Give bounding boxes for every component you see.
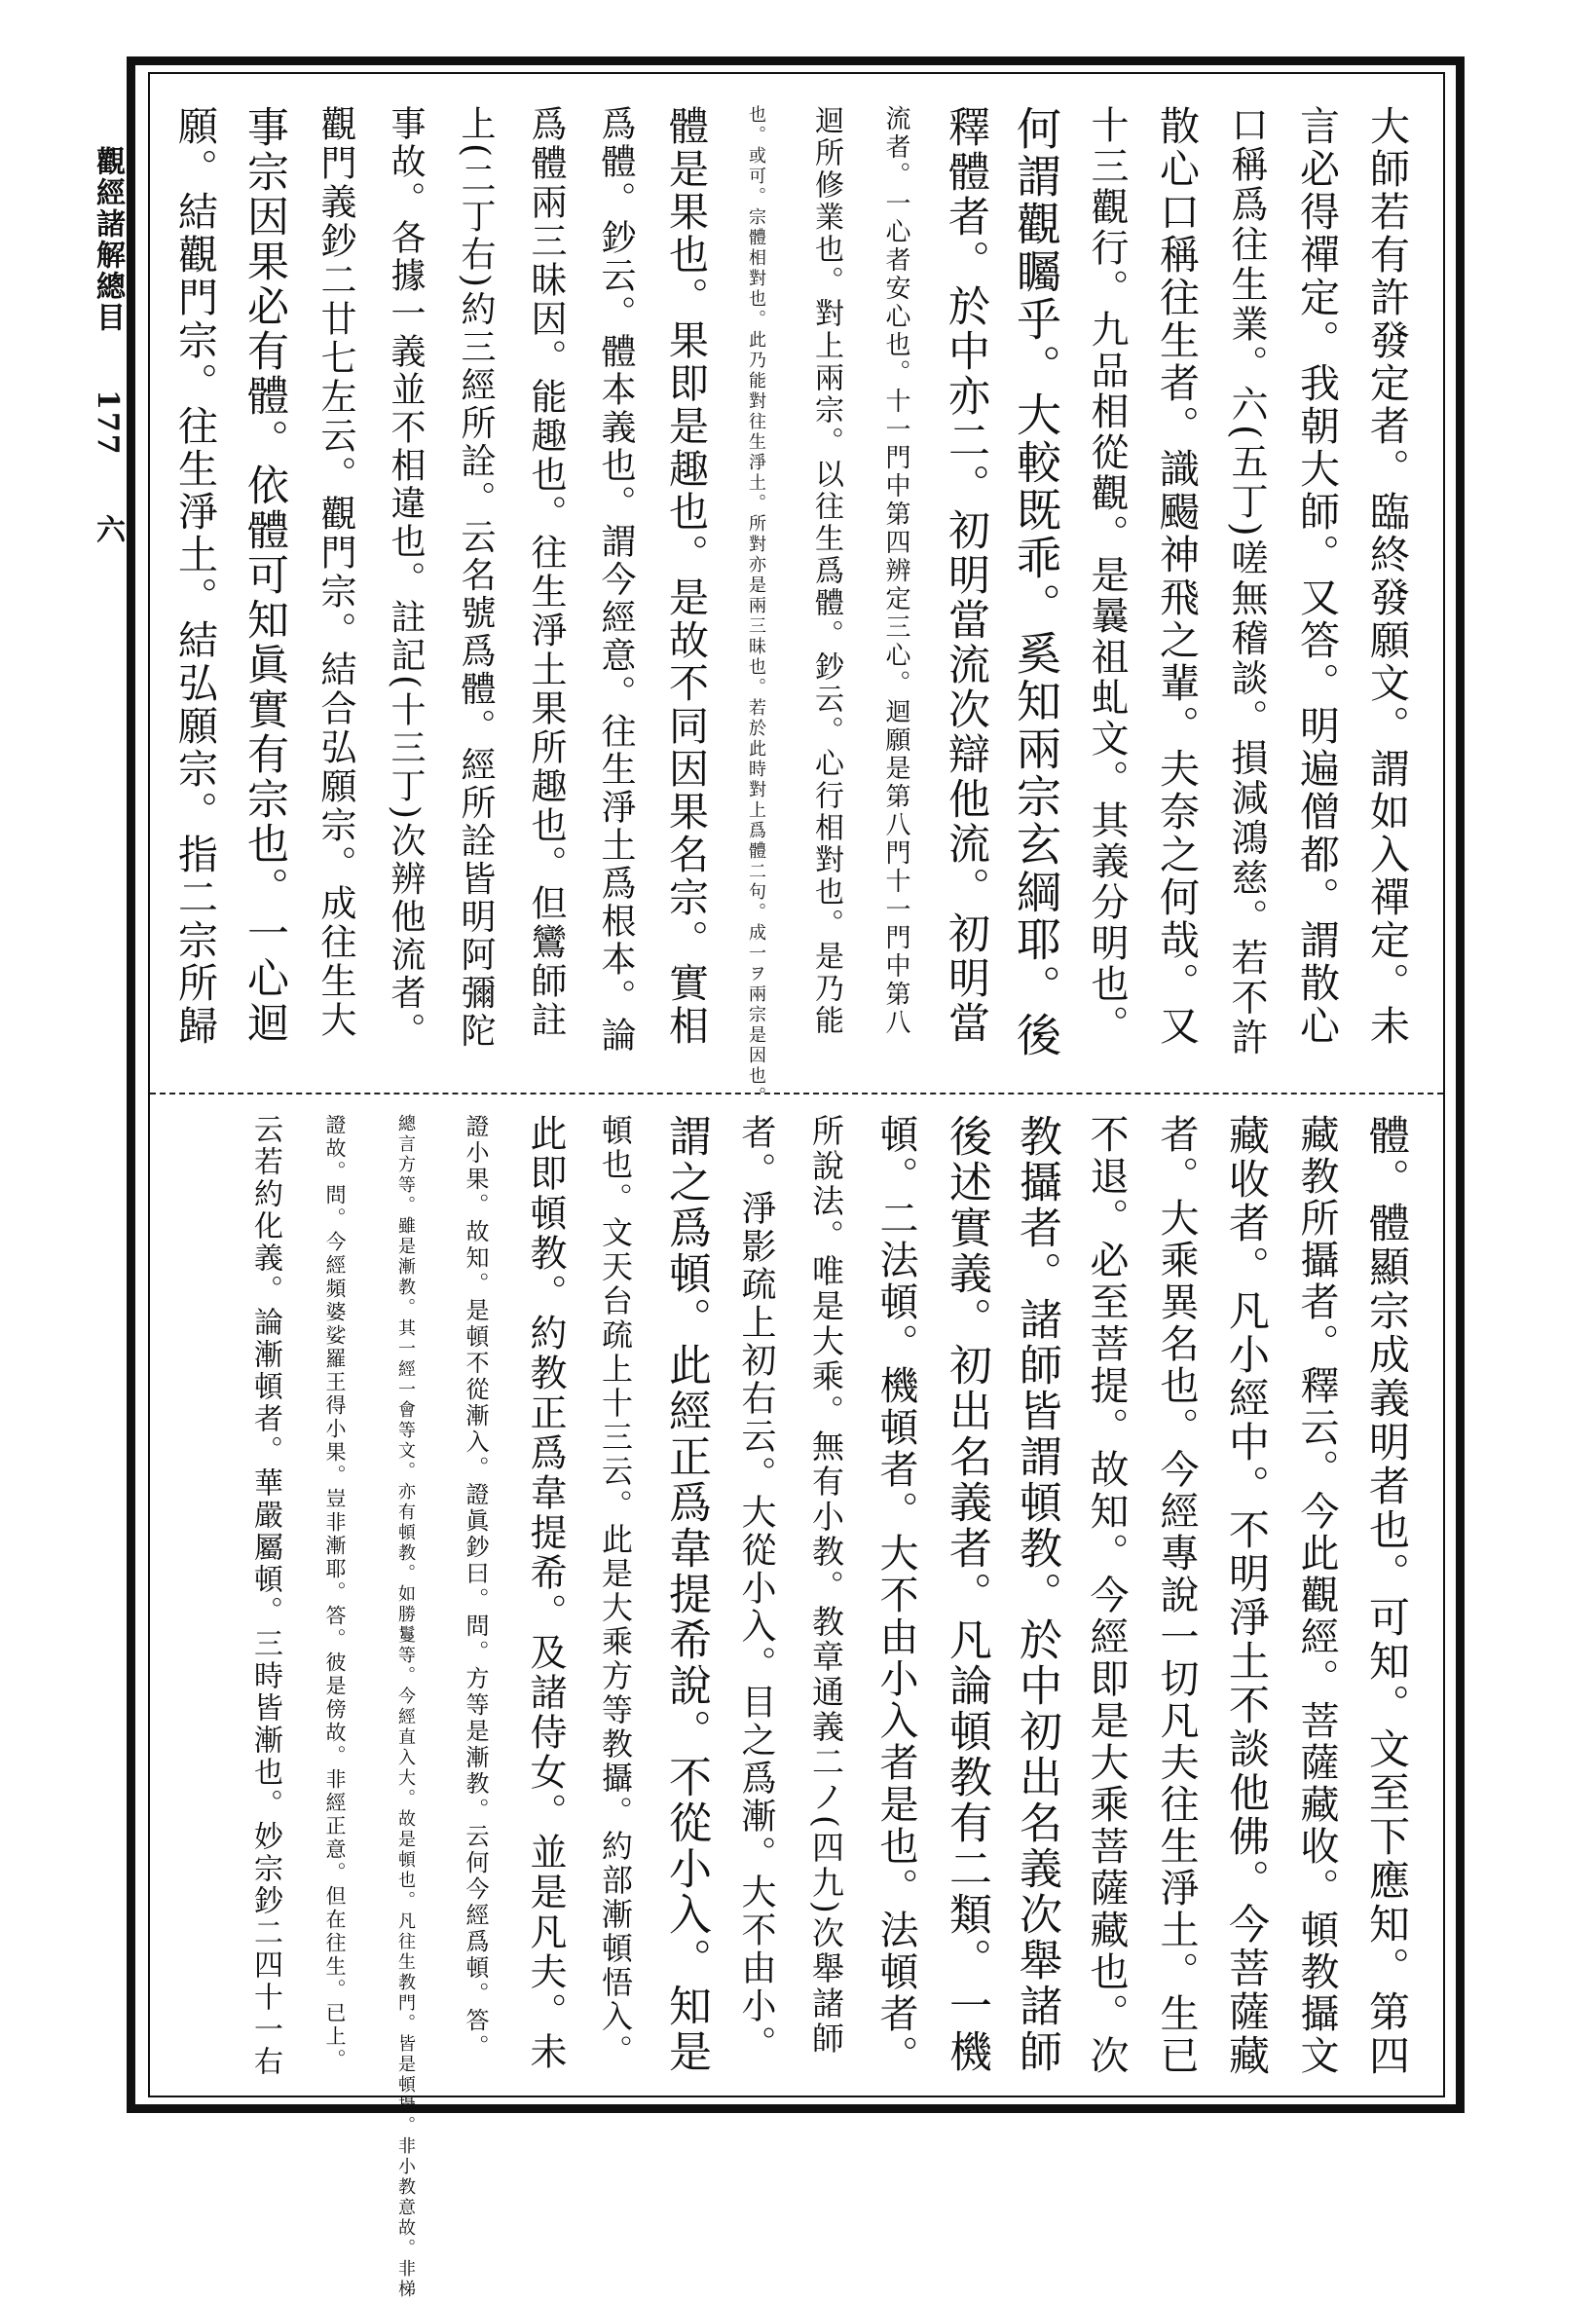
text-column: 口稱爲往生業。六(五丁)嗟無稽談。損減鴻慈。若不許 bbox=[1225, 105, 1268, 1058]
text-column: 頓。二法頓。機頓者。大不由小入者是也。法頓者。 bbox=[873, 1114, 918, 2077]
text-column: 事宗因果必有體。依體可知眞實有宗也。一心迴 bbox=[241, 105, 289, 1046]
text-column: 云若約化義。論漸頓者。華嚴屬頓。三時皆漸也。妙宗鈔二四十一右 bbox=[248, 1114, 282, 2078]
book-title: 觀經諸解總目 bbox=[91, 146, 125, 333]
leaf-number: 六 bbox=[91, 513, 125, 545]
text-column: 證故。問。今經頻婆娑羅王得小果。豈非漸耶。答。彼是傍故。非經正意。但在往生。已上。 bbox=[323, 1114, 347, 2072]
text-column: 流者。一心者安心也。十一門中第四辨定三心。迴願是第八門十一門中第八 bbox=[881, 105, 910, 1037]
text-column: 不退。必至菩提。故知。今經即是大乘菩薩藏也。次 bbox=[1084, 1114, 1129, 2077]
text-column: 此即頓教。約教正爲韋提希。及諸侍女。並是凡夫。未 bbox=[524, 1114, 567, 2072]
text-column: 事故。各據一義並不相違也。註記(十三丁)次辨他流者。 bbox=[386, 105, 426, 1051]
text-column: 後述實義。初出名義者。凡論頓教有二類。一機 bbox=[942, 1114, 991, 2075]
text-column: 爲體。鈔云。體本義也。謂今經意。往生淨土爲根本。論 bbox=[596, 105, 636, 1055]
text-column: 體是果也。果即是趣也。是故不同因果名宗。實相 bbox=[662, 105, 709, 1048]
text-column: 何謂觀矚乎。大較既乖。奚知兩宗玄綱耶。後 bbox=[1010, 105, 1062, 1059]
text-column: 也。或可。宗體相對也。此乃能對往生淨土。所對亦是兩三昧也。若於此時對上爲體二句。成一ヲ兩宗是因也。 bbox=[746, 105, 766, 1107]
text-column: 證小果。故知。是頓不從漸入。證眞鈔曰。問。方等是漸教。云何今經爲頓。答。 bbox=[462, 1114, 489, 2060]
text-column: 者。大乘異名也。今經專說一切凡夫往生淨土。生已 bbox=[1154, 1114, 1199, 2077]
page-number: 177 bbox=[91, 390, 125, 458]
text-column: 言必得禪定。我朝大師。又答。明遍僧都。謂散心 bbox=[1293, 105, 1340, 1048]
text-column: 十三觀行。九品相從觀。是曩祖虬文。其義分明也。 bbox=[1085, 105, 1129, 1046]
text-column: 所說法。唯是大乘。無有小教。教章通義二ノ(四九)次舉諸師 bbox=[807, 1114, 845, 2057]
text-column: 藏教所攝者。釋云。今此觀經。菩薩藏收。頓教攝文 bbox=[1294, 1114, 1339, 2077]
text-column: 者。淨影疏上初右云。大從小入。目之爲漸。大不由小。 bbox=[736, 1114, 776, 2063]
text-column: 總言方等。雖是漸教。其一經一會等文。亦有頓教。如勝鬘等。今經直入大。故是頓也。凡往生教門。皆是頓攝。非小教意故。非梯 bbox=[395, 1114, 416, 2300]
upper-text-panel bbox=[171, 105, 1422, 1107]
text-column: 願。結觀門宗。往生淨土。結弘願宗。指二宗所歸 bbox=[171, 105, 218, 1048]
page-margin bbox=[70, 146, 129, 652]
lower-text-panel bbox=[185, 1114, 1422, 2300]
text-column: 上(二丁右)約三經所詮。云名號爲體。經所詮皆明阿彌陀 bbox=[456, 105, 496, 1051]
text-column: 謂之爲頓。此經正爲韋提希說。不從小入。知是 bbox=[661, 1114, 711, 2075]
text-column: 頓也。文天台疏上十三云。此是大乘方等教攝。約部漸頓悟入。 bbox=[597, 1114, 634, 2068]
text-column: 體。體顯宗成義明者也。可知。文至下應知。第四 bbox=[1363, 1114, 1411, 2078]
text-column: 迴所修業也。對上兩宗。以往生爲體。鈔云。心行相對也。是乃能 bbox=[809, 105, 843, 1037]
text-column: 釋體者。於中亦二。初明當流次辯他流。初明當 bbox=[942, 105, 990, 1046]
panel-divider bbox=[150, 1093, 1443, 1094]
text-column: 散心口稱往生者。識颺神飛之輩。夫奈之何哉。又 bbox=[1153, 105, 1200, 1048]
text-column: 藏收者。凡小經中。不明淨土不談他佛。今菩薩藏 bbox=[1223, 1114, 1271, 2078]
text-column: 教攝者。諸師皆謂頓教。於中初出名義次舉諸師 bbox=[1012, 1114, 1061, 2075]
text-column: 爲體兩三昧因。能趣也。往生淨土果所趣也。但鸞師註 bbox=[525, 105, 567, 1040]
text-column: 大師若有許發定者。臨終發願文。謂如入禪定。未 bbox=[1363, 105, 1410, 1048]
text-column: 觀門義鈔二廿七左云。觀門宗。結合弘願宗。成往生大 bbox=[315, 105, 356, 1040]
